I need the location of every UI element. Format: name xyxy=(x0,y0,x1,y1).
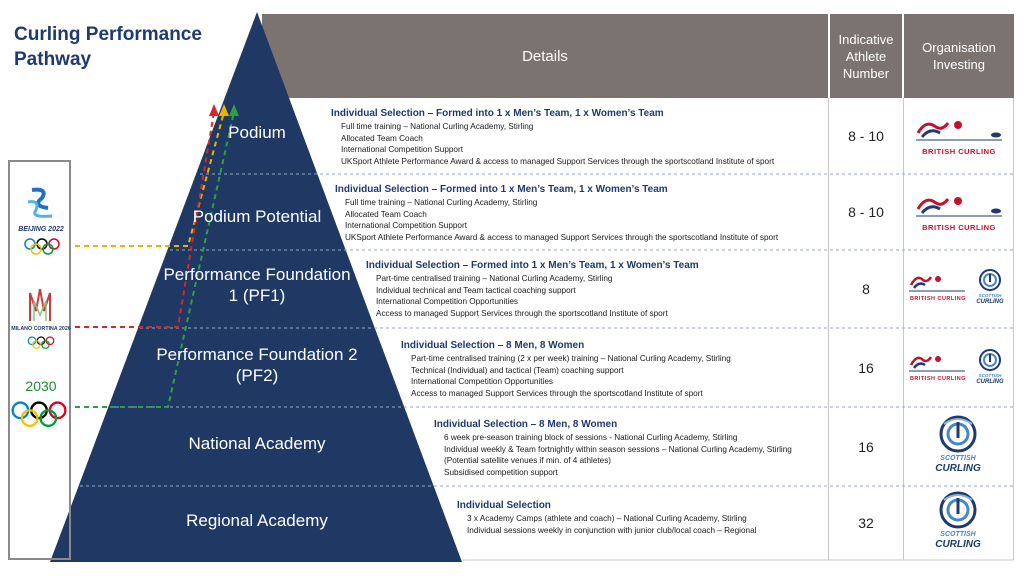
scottish-label-line1: SCOTTISH xyxy=(978,373,1002,378)
british-curling-label: BRITISH CURLING xyxy=(922,147,996,156)
athlete-number-national-academy: 16 xyxy=(858,438,874,455)
details-item: (Potential satellite venues if min. of 4 athletes) xyxy=(444,456,612,466)
level-name-pf1: Performance Foundation 1 (PF1) xyxy=(163,265,351,305)
details-item: UKSport Athlete Performance Award & access to managed Support Services through the sportscotland Institute of sport xyxy=(341,156,775,166)
details-item: Access to managed Support Services through the sportscotland Institute of sport xyxy=(376,308,668,318)
british-curling-logo-small xyxy=(907,350,971,390)
scottish-curling-label xyxy=(926,530,990,550)
details-heading: Individual Selection xyxy=(457,500,551,511)
scottish-curling-stone-icon xyxy=(977,348,1003,372)
details-item: Part-time centralised training – National Curling Academy, Stirling xyxy=(376,274,613,283)
british-curling-swoosh-icon xyxy=(907,270,967,292)
scottish-curling-logo xyxy=(926,490,990,554)
british-curling-label: BRITISH CURLING xyxy=(909,296,967,302)
details-national-academy xyxy=(434,418,792,478)
details-item: 6 week pre-season training block of sessions - National Curling Academy, Stirling xyxy=(444,433,738,442)
scottish-label-line1: SCOTTISH xyxy=(978,293,1002,298)
scottish-label-line2: CURLING xyxy=(976,379,1004,385)
level-name-national-academy: National Academy xyxy=(188,433,326,453)
details-item: Allocated Team Coach xyxy=(341,133,423,143)
olympic-rings-icon xyxy=(22,238,62,256)
details-heading: Individual Selection – Formed into 1 x Men’s Team, 1 x Women’s Team xyxy=(335,184,668,195)
header-organisation-label: Organisation Investing xyxy=(922,40,996,72)
olympic-rings-icon xyxy=(26,336,56,350)
details-item: Allocated Team Coach xyxy=(345,209,427,219)
scottish-label-line2: CURLING xyxy=(976,299,1004,305)
scottish-curling-label xyxy=(926,454,990,474)
athlete-number-podium: 8 - 10 xyxy=(848,128,884,144)
british-curling-logo xyxy=(912,189,1006,237)
scottish-curling-stone-icon xyxy=(936,414,980,454)
details-item: Subsidised competition support xyxy=(444,467,558,477)
scottish-curling-logo-small xyxy=(972,348,1008,392)
header-indicative-label: Indicative Athlete Number xyxy=(838,31,894,81)
olympic-rings-icon xyxy=(8,400,70,430)
athlete-number-pf1: 8 xyxy=(862,281,870,297)
level-name-podium: Podium xyxy=(228,122,286,142)
details-item: Full time training – National Curling Academy, Stirling xyxy=(341,122,534,131)
details-podium xyxy=(331,107,774,167)
athlete-number-regional-academy: 32 xyxy=(858,515,874,531)
details-item: Individual technical and Team tactical coaching support xyxy=(376,285,576,295)
british-curling-swoosh-icon xyxy=(912,113,1006,143)
beijing-2022-label: BEIJING 2022 xyxy=(18,226,64,233)
details-pf1 xyxy=(366,259,699,319)
british-curling-logo-small xyxy=(907,270,971,310)
details-item: International Competition Support xyxy=(345,221,467,231)
header-details-label: Details xyxy=(522,47,568,65)
athlete-number-pf2: 16 xyxy=(858,359,874,376)
beijing-2022-emblem-icon xyxy=(18,186,64,222)
british-curling-swoosh-icon xyxy=(912,189,1006,219)
scottish-curling-logo xyxy=(926,414,990,478)
scottish-label-line1: SCOTTISH xyxy=(940,455,976,462)
scottish-curling-logo-small xyxy=(972,268,1008,312)
details-item: International Competition Support xyxy=(341,145,463,155)
details-heading: Individual Selection – Formed into 1 x Men’s Team, 1 x Women’s Team xyxy=(331,108,664,119)
details-heading: Individual Selection – Formed into 1 x Men’s Team, 1 x Women’s Team xyxy=(366,260,699,271)
level-name-podium-potential: Podium Potential xyxy=(192,206,322,226)
details-item: Full time training – National Curling Academy, Stirling xyxy=(345,198,538,207)
details-regional-academy xyxy=(457,499,756,536)
details-item: Technical (Individual) and tactical (Team) coaching support xyxy=(411,365,624,375)
athlete-number-podium-potential: 8 - 10 xyxy=(848,204,884,220)
details-item: Access to managed Support Services through the sportscotland Institute of sport xyxy=(411,388,703,398)
details-podium-potential xyxy=(335,183,778,243)
british-curling-swoosh-icon xyxy=(907,350,967,372)
details-heading: Individual Selection – 8 Men, 8 Women xyxy=(401,340,585,351)
scottish-curling-stone-icon xyxy=(977,268,1003,292)
details-item: International Competition Opportunities xyxy=(411,377,553,387)
details-pf2 xyxy=(401,339,731,399)
milano-cortina-2026-label: MILANO CORTINA 2026 xyxy=(11,326,71,332)
level-name-regional-academy: Regional Academy xyxy=(186,510,328,530)
level-name-pf2: Performance Foundation 2 (PF2) xyxy=(156,345,358,385)
scottish-label-line2: CURLING xyxy=(935,463,981,474)
details-item: Individual weekly & Team fortnightly within season sessions – National Curling Academy, Stirling xyxy=(444,444,792,454)
british-curling-label: BRITISH CURLING xyxy=(922,223,996,232)
details-item: 3 x Academy Camps (athlete and coach) – National Curling Academy, Stirling xyxy=(467,514,747,523)
details-item: Individual sessions weekly in conjunction with junior club/local coach – Regional xyxy=(467,525,757,535)
scottish-label-line2: CURLING xyxy=(935,539,981,550)
scottish-curling-label xyxy=(972,373,1008,385)
scottish-label-line1: SCOTTISH xyxy=(940,531,976,538)
british-curling-logo xyxy=(912,113,1006,161)
details-heading: Individual Selection – 8 Men, 8 Women xyxy=(434,419,618,430)
milano-cortina-2026-emblem-icon xyxy=(26,285,56,323)
games-2030-label: 2030 xyxy=(25,378,57,394)
details-item: Part-time centralised training (2 x per week) training – National Curling Academy, Stirling xyxy=(411,354,731,363)
page-title: Curling Performance Pathway xyxy=(14,24,202,70)
scottish-curling-label xyxy=(972,293,1008,305)
details-item: International Competition Opportunities xyxy=(376,297,518,307)
details-item: UKSport Athlete Performance Award & access to managed Support Services through the sportscotland Institute of sport xyxy=(345,232,779,242)
british-curling-label: BRITISH CURLING xyxy=(909,376,967,382)
scottish-curling-stone-icon xyxy=(936,490,980,530)
